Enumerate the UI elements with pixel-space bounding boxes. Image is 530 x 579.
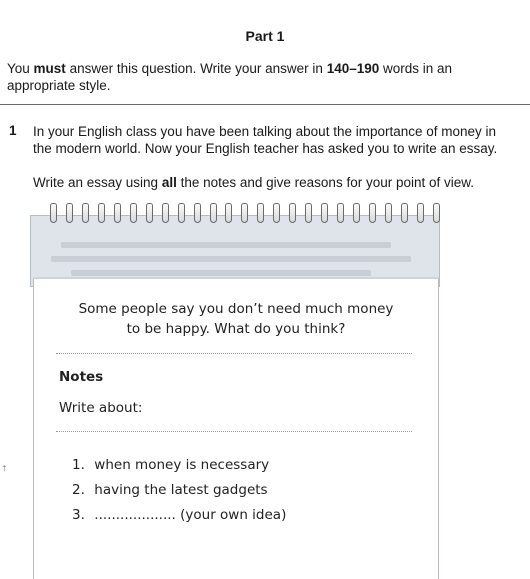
essay-prompt-line-2: to be happy. What do you think? xyxy=(126,321,346,337)
page-rule xyxy=(56,353,412,354)
instructions-text-1: You xyxy=(7,61,34,76)
list-item-text: ................... (your own idea) xyxy=(94,507,287,523)
spiral-ring-icon xyxy=(82,203,89,223)
spiral-ring-icon xyxy=(130,203,137,223)
instructions-word-count: 140–190 xyxy=(326,61,380,76)
instructions-text-3: words in an appropriate style. xyxy=(7,61,453,93)
spiral-ring-icon xyxy=(353,203,360,223)
spiral-ring-icon xyxy=(385,203,392,223)
spiral-ring-icon xyxy=(417,203,424,223)
faded-text-line xyxy=(71,270,371,276)
spiral-ring-icon xyxy=(178,203,185,223)
spiral-ring-icon xyxy=(369,203,376,223)
list-item-number: 1. xyxy=(72,457,85,473)
question-text: In your English class you have been talking about the importance of money in the modern world. Now your English teacher has asked you to write an essay. xyxy=(33,124,498,156)
spiral-ring-icon xyxy=(433,203,440,223)
spiral-ring-icon xyxy=(50,203,57,223)
spiral-ring-icon xyxy=(225,203,232,223)
spiral-ring-icon xyxy=(98,203,105,223)
spiral-ring-icon xyxy=(289,203,296,223)
instructions-text-2: answer this question. Write your answer in xyxy=(65,61,327,76)
notebook-illustration xyxy=(30,203,440,573)
list-item-number: 3. xyxy=(72,507,85,523)
spiral-ring-icon xyxy=(273,203,280,223)
part-title: Part 1 xyxy=(245,28,285,44)
page-rule xyxy=(56,431,412,432)
list-item xyxy=(72,455,286,480)
spiral-ring-icon xyxy=(146,203,153,223)
essay-prompt-line-1: Some people say you don’t need much money xyxy=(78,301,394,317)
spiral-ring-icon xyxy=(162,203,169,223)
instructions-emphasis-must: must xyxy=(33,61,66,76)
section-divider xyxy=(0,104,530,105)
spiral-ring-icon xyxy=(257,203,264,223)
notes-list xyxy=(72,455,286,530)
task-text-2: the notes and give reasons for your point of view. xyxy=(176,175,475,190)
list-item-text: when money is necessary xyxy=(94,457,270,473)
spiral-ring-icon xyxy=(210,203,217,223)
spiral-ring-icon xyxy=(305,203,312,223)
faded-text-line xyxy=(51,256,411,262)
write-about-label: Write about: xyxy=(59,400,143,416)
spiral-ring-icon xyxy=(194,203,201,223)
faded-text-line xyxy=(61,242,391,248)
spiral-ring-icon xyxy=(241,203,248,223)
list-item-text: having the latest gadgets xyxy=(94,482,268,498)
instructions xyxy=(7,60,507,94)
question-number: 1 xyxy=(9,123,17,138)
list-item-number: 2. xyxy=(72,482,85,498)
question-task xyxy=(33,174,518,191)
list-item xyxy=(72,480,286,505)
notebook-spiral-binding xyxy=(50,203,440,225)
task-text-1: Write an essay using xyxy=(33,175,162,190)
task-emphasis-all: all xyxy=(161,175,177,190)
spiral-ring-icon xyxy=(337,203,344,223)
essay-prompt xyxy=(34,299,438,339)
spiral-ring-icon xyxy=(321,203,328,223)
notes-heading: Notes xyxy=(59,369,104,385)
list-item xyxy=(72,505,286,530)
margin-scan-mark: † xyxy=(2,464,7,473)
spiral-ring-icon xyxy=(401,203,408,223)
spiral-ring-icon xyxy=(114,203,121,223)
notebook-back-pages xyxy=(30,215,440,287)
notebook-page xyxy=(33,279,439,579)
spiral-ring-icon xyxy=(66,203,73,223)
